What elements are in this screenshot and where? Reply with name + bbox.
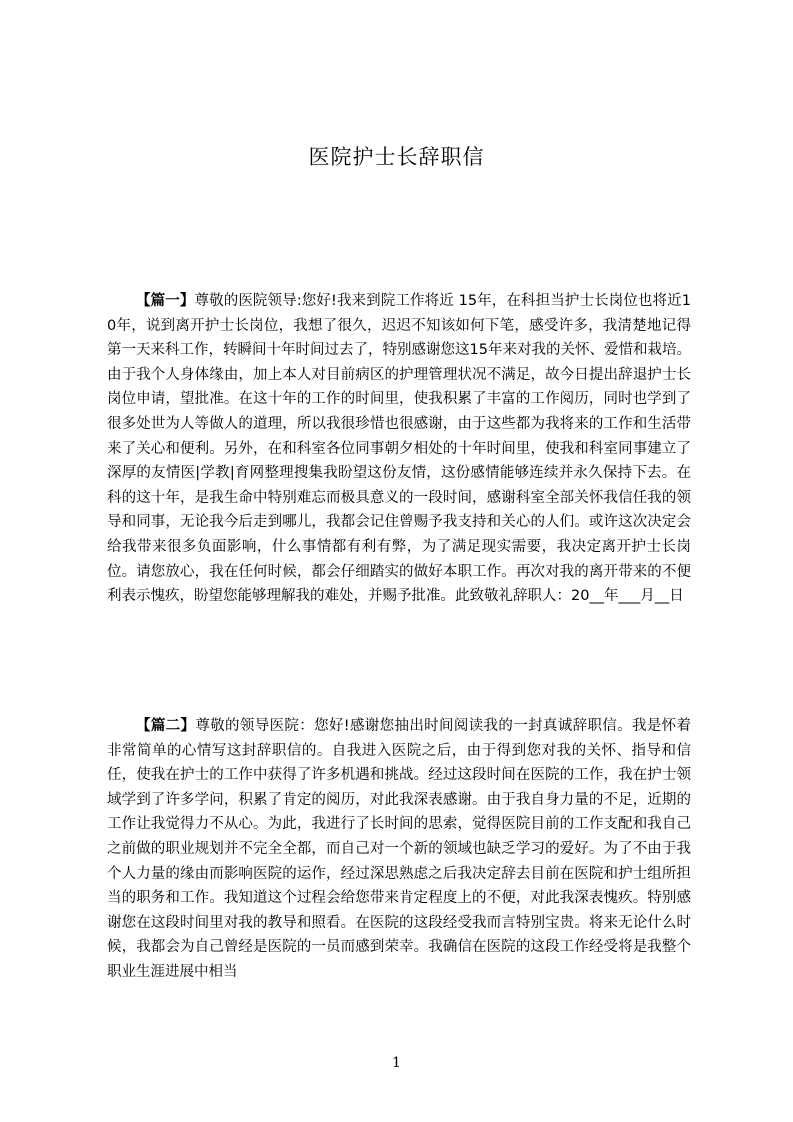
body-paragraph-2 — [107, 714, 691, 985]
section-marker-2: 【篇二】 — [136, 718, 196, 734]
document-title: 医院护士长辞职信 — [308, 145, 485, 169]
body-paragraph-1 — [107, 289, 691, 609]
page-number: 1 — [392, 1055, 401, 1071]
section-marker-1: 【篇一】 — [136, 293, 195, 309]
paragraph-text-2: 尊敬的领导医院：您好!感谢您抽出时间阅读我的一封真诚辞职信。我是怀着非常简单的心情写这封辞职信的。自我进入医院之后，由于得到您对我的关怀、指导和信任，使我在护士的工作中获得了许多机遇和挑战。经过这段时间在医院的工作，我在护士领域学到了许多学问，积累了肯定的阅历，对此我深表感谢。由于我自身力量的不足，近期的工作让我觉得力不从心。为此，我进行了长时间的思索，觉得医院目前的工作支配和我自己之前做的职业规划并不完全全都，而自己对一个新的领域也缺乏学习的爱好。为了不由于我个人力量的缘由而影响医院的运作，经过深思熟虑之后我决定辞去目前在医院和护士组所担当的职务和工作。我知道这个过程会给您带来肯定程度上的不便，对此我深表愧疚。特别感谢您在这段时间里对我的教导和照看。在医院的这段经受我而言特别宝贵。将来无论什么时候，我都会为自己曾经是医院的一员而感到荣幸。我确信在医院的这段工作经受将是我整个职业生涯进展中相当 — [107, 718, 692, 980]
paragraph-text-1: 尊敬的医院领导:您好!我来到院工作将近 15年，在科担当护士长岗位也将近10年，说到离开护士长岗位，我想了很久，迟迟不知该如何下笔，感受许多，我清楚地记得第一天来科工作，转瞬间十年时间过去了，特别感谢您这15年来对我的关怀、爱惜和栽培。由于我个人身体缘由，加上本人对目前病区的护理管理状况不满足，故今日提出辞退护士长岗位申请，望批准。在这十年的工作的时间里，使我积累了丰富的工作阅历，同时也学到了很多处世为人等做人的道理，所以我很珍惜也很感谢，由于这些都为我将来的工作和生活带来了关心和便利。另外，在和科室各位同事朝夕相处的十年时间里，使我和科室同事建立了深厚的友情医|学教|育网整理搜集我盼望这份友情，这份感情能够连续并永久保持下去。在科的这十年，是我生命中特别难忘而极具意义的一段时间，感谢科室全部关怀我信任我的领导和同事，无论我今后走到哪儿，我都会记住曾赐予我支持和关心的人们。或许这次决定会给我带来很多负面影响，什么事情都有利有弊，为了满足现实需要，我决定离开护士长岗位。请您放心，我在任何时候，都会仔细踏实的做好本职工作。再次对我的离开带来的不便利表示愧疚，盼望您能够理解我的难处，并赐予批准。此致敬礼辞职人：20__年___月__日 — [107, 293, 692, 605]
